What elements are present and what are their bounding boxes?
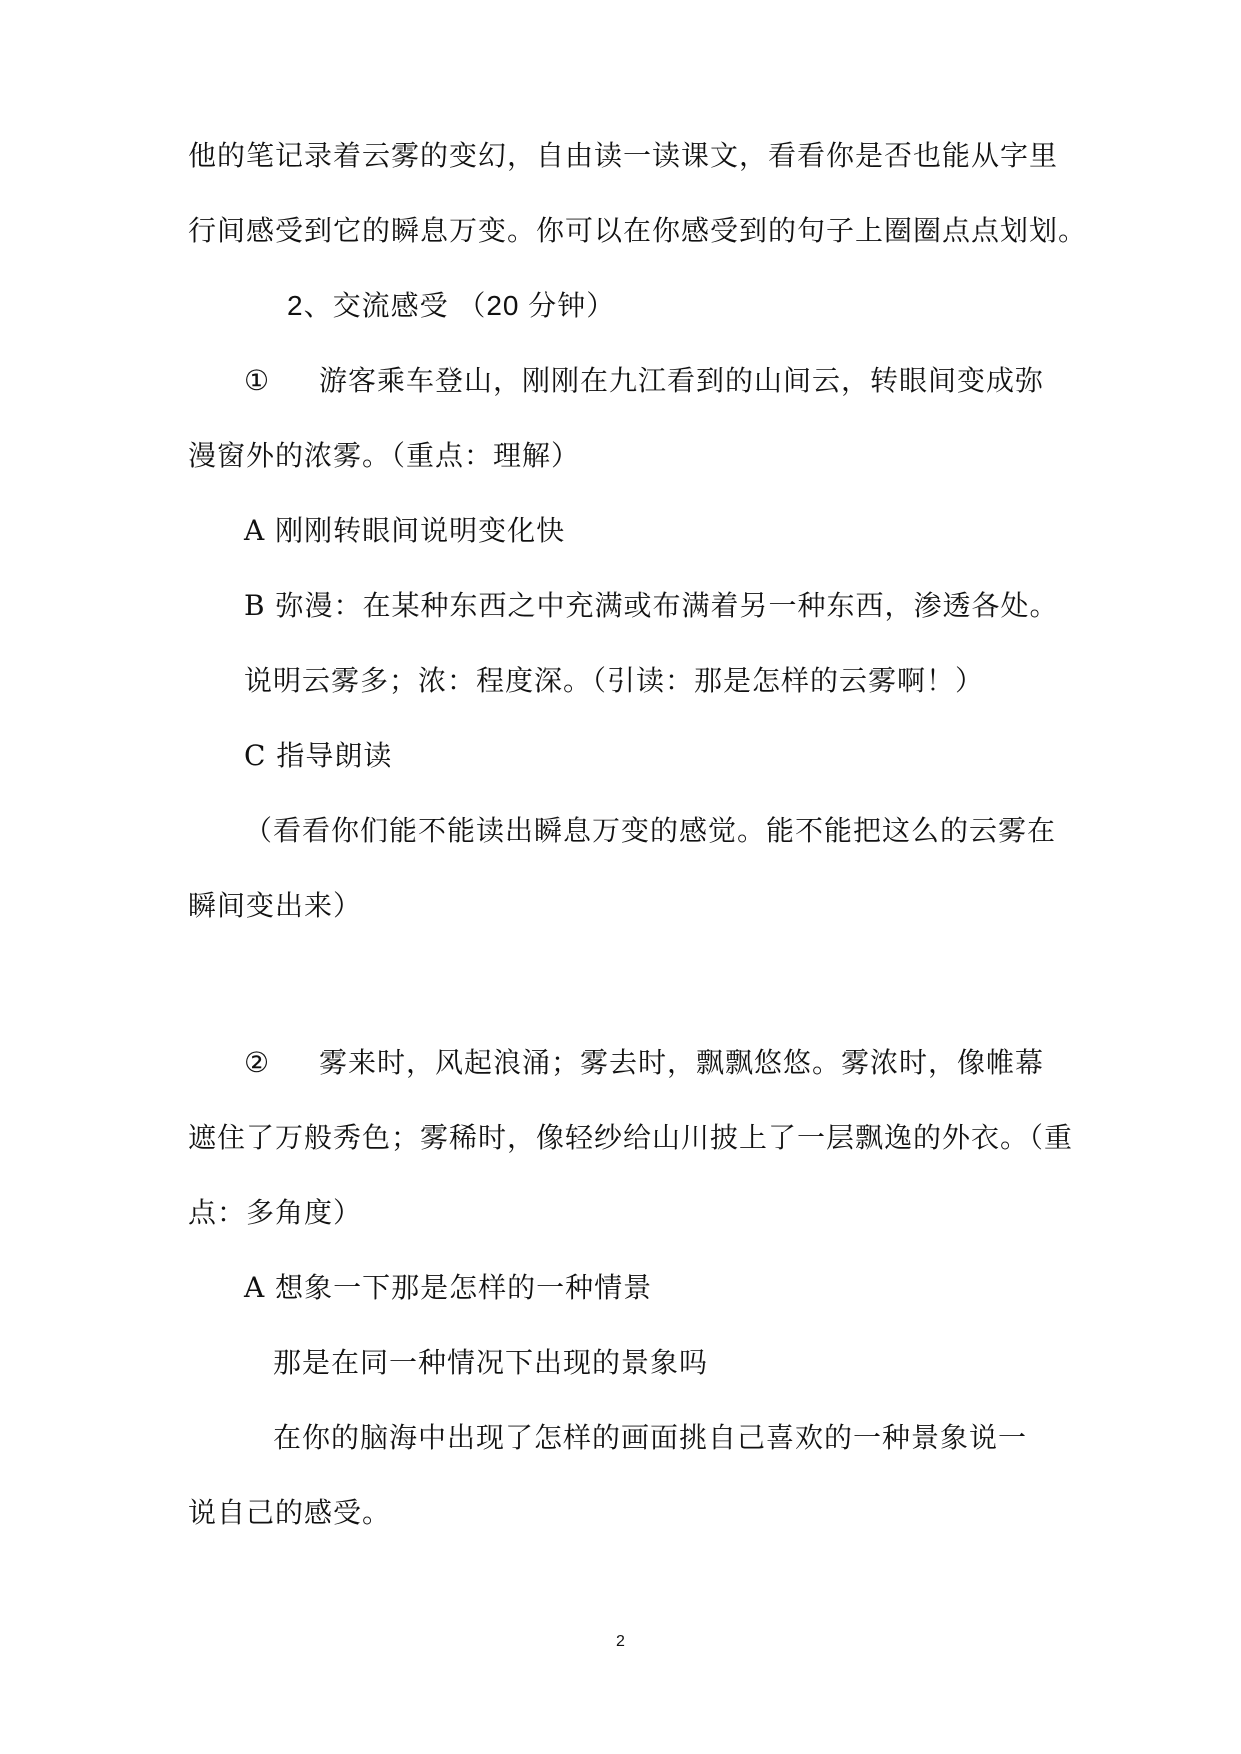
paragraph-line: 说自己的感受。 [188, 1496, 392, 1529]
paragraph-line: 行间感受到它的瞬息万变。你可以在你感受到的句子上圈圈点点划划。 [188, 214, 1088, 247]
sub-item-line: A 刚刚转眼间说明变化快 [244, 514, 566, 547]
paragraph-line: 遮住了万般秀色；雾稀时，像轻纱给山川披上了一层飘逸的外衣。（重 [188, 1121, 1074, 1154]
paragraph-line: 那是在同一种情况下出现的景象吗 [273, 1346, 709, 1379]
paragraph-line: 漫窗外的浓雾。（重点：理解） [188, 439, 581, 472]
paragraph-line: 他的笔记录着云雾的变幻，自由读一读课文，看看你是否也能从字里 [188, 139, 1059, 172]
sub-item-line: C 指导朗读 [244, 739, 393, 772]
section-heading: 2、交流感受 （20 分钟） [287, 290, 616, 321]
paragraph-line: 瞬间变出来） [188, 889, 363, 922]
item-marker: ② [244, 1046, 271, 1079]
paragraph-line: 游客乘车登山，刚刚在九江看到的山间云，转眼间变成弥 [319, 364, 1045, 397]
sub-item-line: A 想象一下那是怎样的一种情景 [244, 1271, 653, 1304]
paragraph-line: 点：多角度） [188, 1196, 363, 1229]
paragraph-line: （看看你们能不能读出瞬息万变的感觉。能不能把这么的云雾在 [244, 814, 1057, 847]
paragraph-line: 在你的脑海中出现了怎样的画面挑自己喜欢的一种景象说一 [273, 1421, 1028, 1454]
item-marker: ① [244, 364, 271, 397]
paragraph-line: 雾来时，风起浪涌；雾去时，飘飘悠悠。雾浓时，像帷幕 [319, 1046, 1045, 1079]
paragraph-line: 说明云雾多；浓：程度深。（引读：那是怎样的云雾啊！） [244, 664, 985, 697]
page-number: 2 [616, 1633, 625, 1650]
sub-item-line: B 弥漫：在某种东西之中充满或布满着另一种东西，渗透各处。 [244, 589, 1059, 622]
